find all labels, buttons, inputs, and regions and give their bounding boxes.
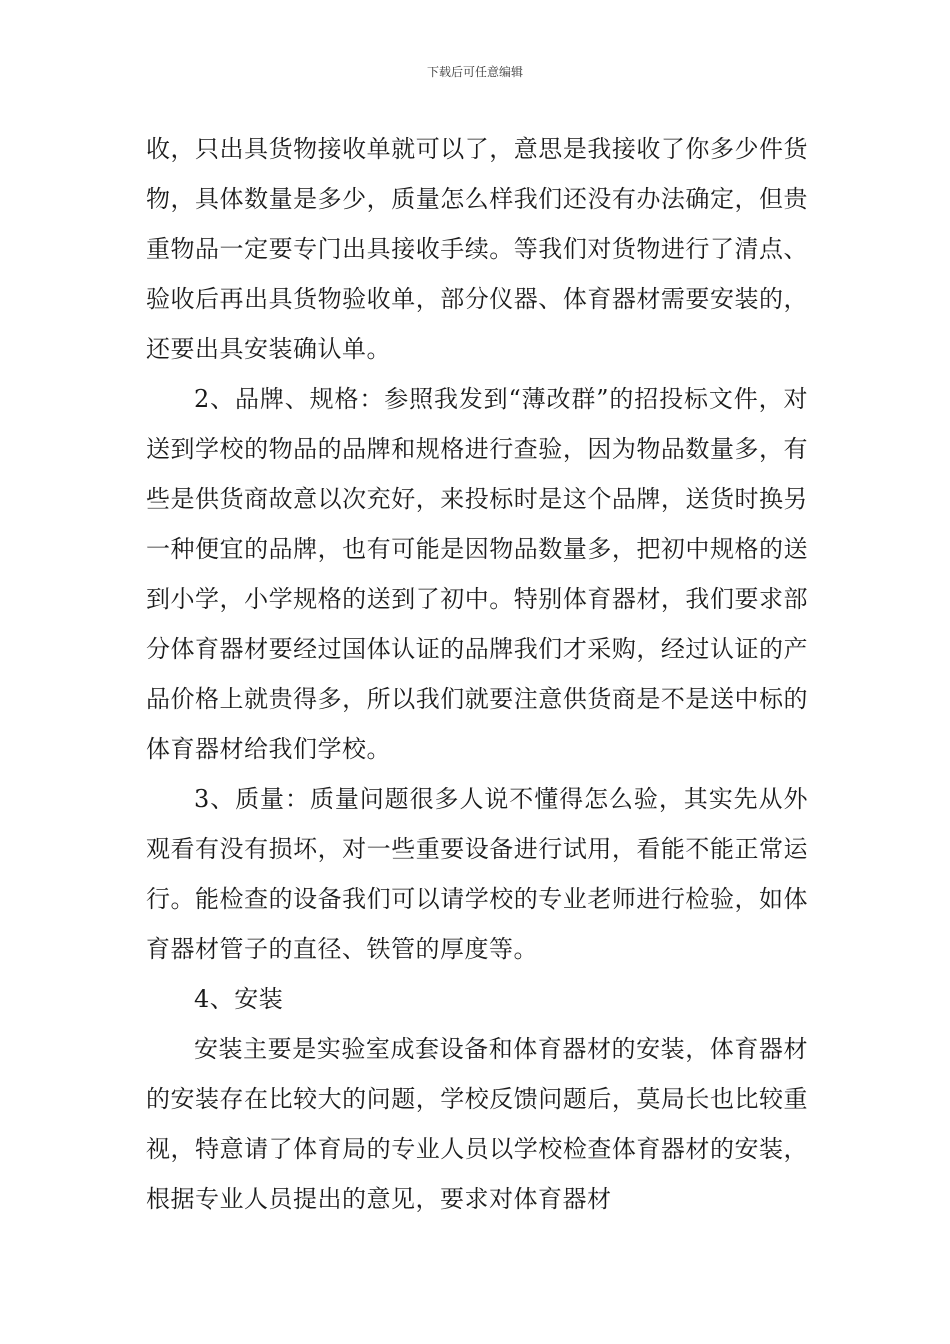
- section-heading-installation: 4、安装: [194, 985, 284, 1013]
- paragraph-quality: 3、质量：质量问题很多人说不懂得怎么验，其实先从外观看有没有损坏，对一些重要设备进行试用，看能不能正常运行。能检查的设备我们可以请学校的专业老师进行检验，如体育器材管子的直径、铁管的厚度等。: [146, 785, 808, 963]
- paragraph-installation: 安装主要是实验室成套设备和体育器材的安装，体育器材的安装存在比较大的问题，学校反馈问题后，莫局长也比较重视，特意请了体育局的专业人员以学校检查体育器材的安装，根据专业人员提出的意见，要求对体育器材: [146, 1035, 808, 1213]
- paragraph-continuation: 收，只出具货物接收单就可以了，意思是我接收了你多少件货物，具体数量是多少，质量怎么样我们还没有办法确定，但贵重物品一定要专门出具接收手续。等我们对货物进行了清点、验收后再出具货物验收单，部分仪器、体育器材需要安装的，还要出具安装确认单。: [146, 135, 808, 363]
- paragraph-brand-spec: 2、品牌、规格：参照我发到“薄改群”的招投标文件，对送到学校的物品的品牌和规格进行查验，因为物品数量多，有些是供货商故意以次充好，来投标时是这个品牌，送货时换另一种便宜的品牌，也有可能是因物品数量多，把初中规格的送到小学，小学规格的送到了初中。特别体育器材，我们要求部分体育器材要经过国体认证的品牌我们才采购，经过认证的产品价格上就贵得多，所以我们就要注意供货商是不是送中标的体育器材给我们学校。: [146, 385, 808, 763]
- document-body: [146, 124, 808, 1224]
- page-header: 下载后可任意编辑: [426, 65, 523, 79]
